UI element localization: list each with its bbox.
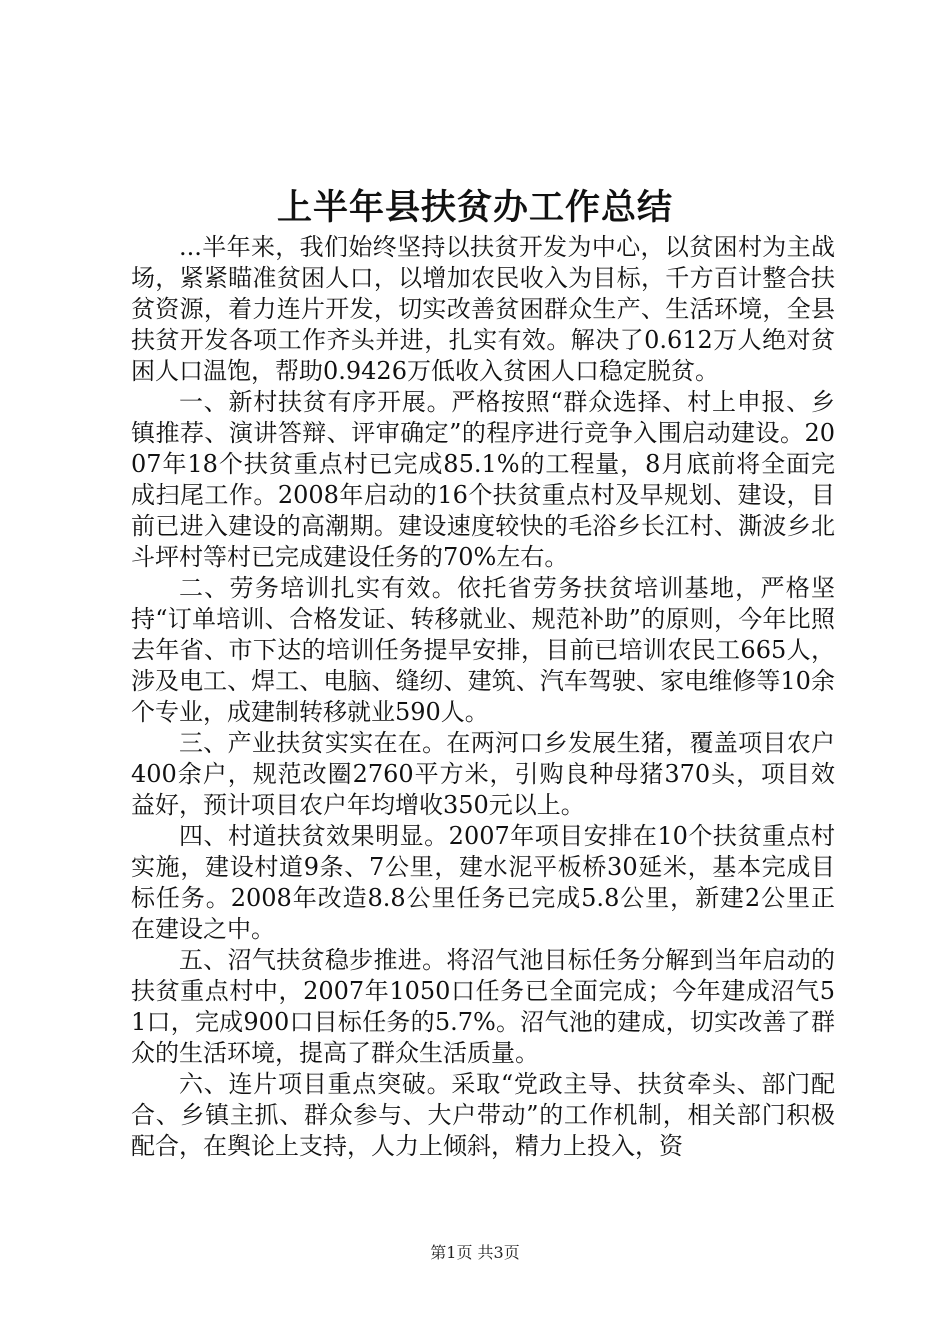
paragraph-section-2: 二、劳务培训扎实有效。依托省劳务扶贫培训基地，严格坚持“订单培训、合格发证、转移就业、规范补助”的原则，今年比照去年省、市下达的培训任务提早安排，目前已培训农民工665人，涉及电工、焊工、电脑、缝纫、建筑、汽车驾驶、家电维修等10余个专业，成建制转移就业590人。 <box>131 574 835 726</box>
paragraph-intro: ...半年来，我们始终坚持以扶贫开发为中心，以贫困村为主战场，紧紧瞄准贫困人口，以增加农民收入为目标，千方百计整合扶贫资源，着力连片开发，切实改善贫困群众生产、生活环境，全县扶贫开发各项工作齐头并进，扎实有效。解决了0.612万人绝对贫困人口温饱，帮助0.9426万低收入贫困人口稳定脱贫。 <box>131 233 835 385</box>
page-number-footer: 第1页 共3页 <box>430 1243 520 1262</box>
document-body <box>131 232 835 1162</box>
paragraph-section-1: 一、新村扶贫有序开展。严格按照“群众选择、村上申报、乡镇推荐、演讲答辩、评审确定”的程序进行竞争入围启动建设。2007年18个扶贫重点村已完成85.1%的工程量，8月底前将全面完成扫尾工作。2008年启动的16个扶贫重点村及早规划、建设，目前已进入建设的高潮期。建设速度较快的毛浴乡长江村、澌波乡北斗坪村等村已完成建设任务的70%左右。 <box>131 388 835 571</box>
paragraph-section-5: 五、沼气扶贫稳步推进。将沼气池目标任务分解到当年启动的扶贫重点村中，2007年1050口任务已全面完成；今年建成沼气51口，完成900口目标任务的5.7%。沼气池的建成，切实改善了群众的生活环境，提高了群众生活质量。 <box>131 946 835 1067</box>
paragraph-section-6: 六、连片项目重点突破。采取“党政主导、扶贫牵头、部门配合、乡镇主抓、群众参与、大户带动”的工作机制，相关部门积极配合，在舆论上支持，人力上倾斜，精力上投入，资 <box>131 1070 835 1160</box>
paragraph-section-4: 四、村道扶贫效果明显。2007年项目安排在10个扶贫重点村实施，建设村道9条、7公里，建水泥平板桥30延米，基本完成目标任务。2008年改造8.8公里任务已完成5.8公里，新建2公里正在建设之中。 <box>131 822 835 943</box>
document-title: 上半年县扶贫办工作总结 <box>276 187 673 228</box>
paragraph-section-3: 三、产业扶贫实实在在。在两河口乡发展生猪，覆盖项目农户400余户，规范改圈2760平方米，引购良种母猪370头，项目效益好，预计项目农户年均增收350元以上。 <box>131 729 835 819</box>
